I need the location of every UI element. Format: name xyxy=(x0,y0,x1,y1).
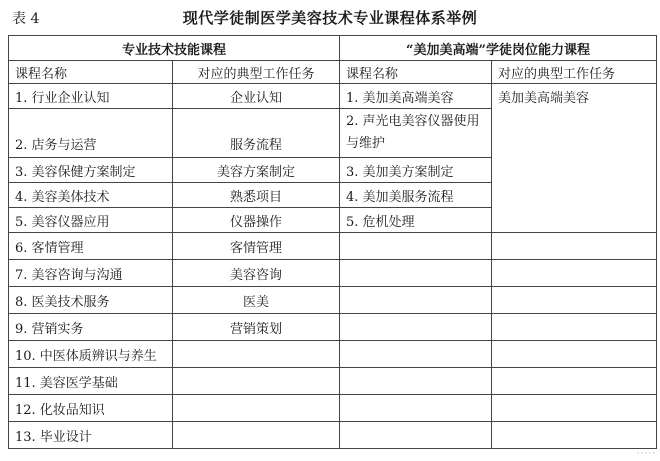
table-row xyxy=(9,341,657,368)
left-course-cell: 8. 医美技术服务 xyxy=(9,287,173,314)
table-row xyxy=(9,260,657,287)
left-course-cell: 11. 美容医学基础 xyxy=(9,368,173,395)
left-task-cell: 熟悉项目 xyxy=(173,183,340,208)
course-system-table xyxy=(8,35,657,449)
group-header-left: 专业技术技能课程 xyxy=(9,36,340,61)
right-empty-cell xyxy=(340,314,492,341)
left-course-cell: 10. 中医体质辨识与养生 xyxy=(9,341,173,368)
group-header-right: “美加美高端”学徒岗位能力课程 xyxy=(340,36,657,61)
right-empty-cell xyxy=(492,341,657,368)
right-empty-cell xyxy=(492,422,657,449)
left-course-cell: 3. 美容保健方案制定 xyxy=(9,158,173,183)
right-empty-cell xyxy=(492,287,657,314)
right-empty-cell xyxy=(340,287,492,314)
right-empty-cell xyxy=(492,314,657,341)
table-number: 表 4 xyxy=(12,11,40,27)
group-header-row xyxy=(9,36,657,61)
left-task-cell: 美容方案制定 xyxy=(173,158,340,183)
left-course-cell: 5. 美容仪器应用 xyxy=(9,208,173,233)
left-course-cell: 6. 客情管理 xyxy=(9,233,173,260)
left-course-cell: 4. 美容美体技术 xyxy=(9,183,173,208)
right-empty-cell xyxy=(492,233,657,260)
left-task-cell xyxy=(173,341,340,368)
left-course-cell: 13. 毕业设计 xyxy=(9,422,173,449)
left-task-cell: 企业认知 xyxy=(173,84,340,109)
right-empty-cell xyxy=(340,368,492,395)
right-course-cell: 1. 美加美高端美容 xyxy=(340,84,492,109)
table-row xyxy=(9,314,657,341)
left-task-cell: 美容咨询 xyxy=(173,260,340,287)
right-empty-cell xyxy=(340,341,492,368)
col-header-course-right: 课程名称 xyxy=(340,61,492,84)
right-empty-cell xyxy=(340,260,492,287)
left-course-cell: 2. 店务与运营 xyxy=(9,109,173,158)
table-row xyxy=(9,233,657,260)
table-title: 现代学徒制医学美容技术专业课程体系举例 xyxy=(182,9,478,27)
table-row xyxy=(9,287,657,314)
table-row xyxy=(9,84,657,109)
right-course-cell: 5. 危机处理 xyxy=(340,208,492,233)
column-header-row xyxy=(9,61,657,84)
left-course-cell: 12. 化妆品知识 xyxy=(9,395,173,422)
left-task-cell: 医美 xyxy=(173,287,340,314)
left-course-cell: 7. 美容咨询与沟通 xyxy=(9,260,173,287)
left-task-cell xyxy=(173,395,340,422)
left-course-cell: 9. 营销实务 xyxy=(9,314,173,341)
right-course-cell: 3. 美加美方案制定 xyxy=(340,158,492,183)
right-empty-cell xyxy=(340,395,492,422)
table-caption xyxy=(0,6,660,28)
right-empty-cell xyxy=(340,422,492,449)
table-row xyxy=(9,395,657,422)
right-empty-cell xyxy=(492,395,657,422)
left-task-cell xyxy=(173,422,340,449)
left-task-cell: 服务流程 xyxy=(173,109,340,158)
right-task-cell: 美加美高端美容 xyxy=(492,84,657,233)
col-header-task-right: 对应的典型工作任务 xyxy=(492,61,657,84)
left-course-cell: 1. 行业企业认知 xyxy=(9,84,173,109)
left-task-cell: 仪器操作 xyxy=(173,208,340,233)
right-course-cell: 4. 美加美服务流程 xyxy=(340,183,492,208)
col-header-task-left: 对应的典型工作任务 xyxy=(173,61,340,84)
right-course-cell: 2. 声光电美容仪器使用与维护 xyxy=(340,109,492,158)
watermark: ····· xyxy=(636,449,656,459)
left-task-cell: 客情管理 xyxy=(173,233,340,260)
right-empty-cell xyxy=(492,260,657,287)
right-empty-cell xyxy=(492,368,657,395)
left-task-cell: 营销策划 xyxy=(173,314,340,341)
left-task-cell xyxy=(173,368,340,395)
col-header-course-left: 课程名称 xyxy=(9,61,173,84)
right-empty-cell xyxy=(340,233,492,260)
table-row xyxy=(9,422,657,449)
table-row xyxy=(9,368,657,395)
